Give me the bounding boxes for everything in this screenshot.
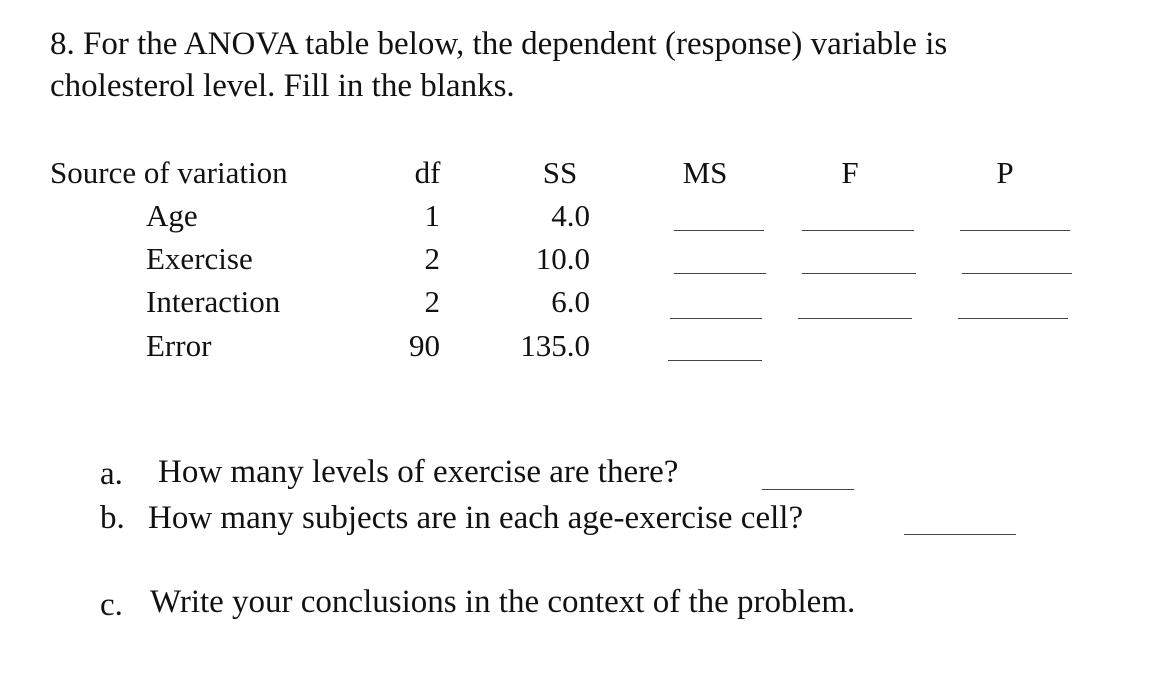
row-df: 2	[424, 284, 440, 319]
row-ss: 6.0	[551, 284, 590, 319]
p-blank[interactable]	[958, 318, 1068, 319]
row-ss: 4.0	[551, 198, 590, 233]
header-ms: MS	[682, 155, 728, 190]
header-source: Source of variation	[50, 155, 288, 190]
row-source: Interaction	[146, 284, 281, 319]
subquestion-text: Write your conclusions in the context of the problem.	[150, 584, 856, 620]
row-df: 90	[409, 328, 440, 363]
answer-blank[interactable]	[762, 489, 854, 490]
ms-blank[interactable]	[668, 360, 762, 361]
subquestion-label: a.	[100, 456, 123, 492]
row-ss: 10.0	[535, 241, 590, 276]
header-f: F	[841, 155, 859, 190]
ms-blank[interactable]	[674, 230, 764, 231]
header-p: P	[996, 155, 1014, 190]
question-line-2: cholesterol level. Fill in the blanks.	[50, 68, 515, 104]
answer-blank[interactable]	[904, 534, 1016, 535]
f-blank[interactable]	[802, 273, 916, 274]
subquestion-text: How many levels of exercise are there?	[158, 454, 679, 490]
row-source: Error	[146, 328, 212, 363]
question-line-1: 8. For the ANOVA table below, the dependent (response) variable is	[50, 26, 948, 62]
subquestion-text: How many subjects are in each age-exercise cell?	[148, 500, 804, 536]
header-df: df	[414, 155, 441, 190]
row-ss: 135.0	[520, 328, 590, 363]
row-df: 2	[424, 241, 440, 276]
ms-blank[interactable]	[670, 318, 762, 319]
f-blank[interactable]	[798, 318, 912, 319]
row-source: Age	[146, 198, 198, 233]
row-df: 1	[424, 198, 440, 233]
f-blank[interactable]	[802, 230, 914, 231]
row-source: Exercise	[146, 241, 253, 276]
ms-blank[interactable]	[674, 273, 766, 274]
p-blank[interactable]	[962, 273, 1072, 274]
p-blank[interactable]	[960, 230, 1070, 231]
subquestion-label: b.	[100, 500, 125, 536]
subquestion-label: c.	[100, 587, 123, 623]
header-ss: SS	[542, 155, 578, 190]
